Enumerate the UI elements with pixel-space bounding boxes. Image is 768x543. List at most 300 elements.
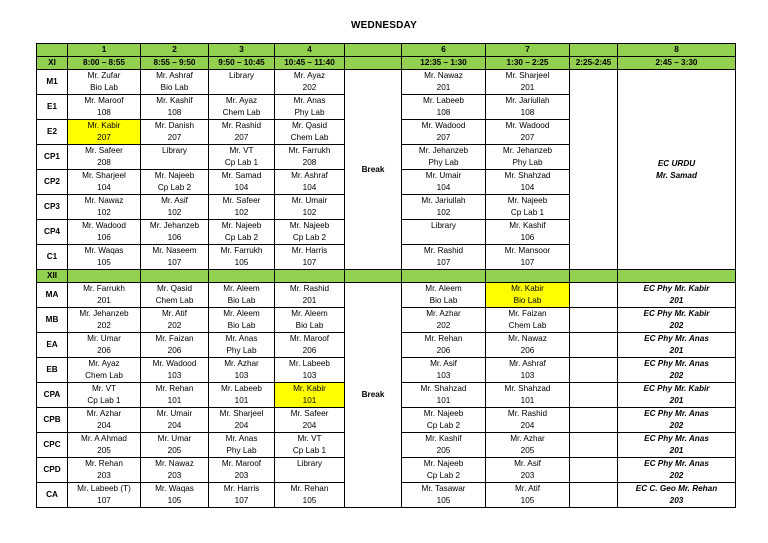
cell-line: Cp Lab 1: [87, 396, 121, 405]
period-cell: [402, 308, 486, 333]
cell-line: Mr. Asif: [161, 196, 188, 205]
cell-line: Mr. Ashraf: [509, 359, 546, 368]
section-fill-cell: [486, 270, 570, 283]
cell-line: Phy Lab: [226, 346, 257, 355]
period-cell: [68, 120, 141, 145]
section-fill-cell: [402, 270, 486, 283]
section-fill-cell: [618, 270, 736, 283]
period-8-cell: [618, 333, 736, 358]
cell-line: 206: [436, 346, 451, 355]
section-fill-cell: [141, 270, 209, 283]
period-number-row: [37, 44, 736, 57]
cell-line: EC Phy Mr. Kabir: [643, 309, 710, 318]
cell-line: Mr. Najeeb: [423, 409, 464, 418]
cell-line: [209, 82, 274, 94]
period-cell: [68, 145, 141, 170]
cell-line: 202: [436, 321, 451, 330]
section-fill-cell: [345, 270, 402, 283]
period-8-cell: [618, 308, 736, 333]
cell-line: Mr. Azhar: [224, 359, 259, 368]
cell-line: Mr. Kashif: [509, 221, 546, 230]
cell-line: 102: [436, 208, 451, 217]
period-cell: [402, 120, 486, 145]
period-cell: [402, 170, 486, 195]
cell-line: 102: [302, 208, 317, 217]
period-cell: [141, 220, 209, 245]
cell-line: Bio Lab: [160, 83, 189, 92]
class-label: M1: [37, 70, 68, 95]
period-cell: [275, 458, 345, 483]
cell-line: Bio Lab: [227, 296, 256, 305]
period-cell: [209, 358, 275, 383]
period-cell: [275, 145, 345, 170]
cell-line: Bio Lab: [429, 296, 458, 305]
cell-line: 102: [167, 208, 182, 217]
section-fill-cell: [275, 270, 345, 283]
cell-line: Mr. Jehanzeb: [79, 309, 129, 318]
cell-line: 106: [167, 233, 182, 242]
cell-line: Mr. Rehan: [290, 484, 329, 493]
period-cell: [68, 333, 141, 358]
cell-line: Mr. Labeeb: [289, 359, 330, 368]
period-cell: [275, 120, 345, 145]
cell-line: 201: [97, 296, 111, 305]
cell-line: 102: [234, 208, 249, 217]
cell-line: Mr. Wadood: [82, 221, 126, 230]
cell-line: 201: [302, 296, 317, 305]
cell-line: 203: [97, 471, 111, 480]
cell-line: 107: [520, 258, 535, 267]
period-cell: [68, 483, 141, 508]
class-label: CPB: [37, 408, 68, 433]
cell-line: Mr. Kabir: [87, 121, 121, 130]
cell-line: 202: [669, 321, 684, 330]
cell-line: Mr. VT: [229, 146, 254, 155]
period-time-cell: 10:45 – 11:40: [275, 57, 345, 70]
cell-line: 104: [520, 183, 535, 192]
period-cell: [402, 458, 486, 483]
cell-line: Mr. Ashraf: [291, 171, 328, 180]
period-cell: [486, 458, 570, 483]
cell-line: 205: [520, 446, 535, 455]
period-cell: [486, 195, 570, 220]
cell-line: 208: [97, 158, 111, 167]
cell-line: Phy Lab: [226, 446, 257, 455]
cell-line: Cp Lab 1: [510, 208, 545, 217]
period-cell: [209, 283, 275, 308]
period-cell: [141, 358, 209, 383]
class-label: EA: [37, 333, 68, 358]
period-cell: [486, 120, 570, 145]
cell-line: Mr. Rashid: [289, 284, 330, 293]
cell-line: 202: [669, 471, 684, 480]
cell-line: 207: [234, 133, 249, 142]
cell-line: Mr. Faizan: [155, 334, 194, 343]
cell-line: 106: [97, 233, 111, 242]
period-8-cell: [618, 383, 736, 408]
cell-line: Mr. Qasid: [291, 121, 328, 130]
cell-line: Mr. VT: [91, 384, 117, 393]
cell-line: 105: [302, 496, 317, 505]
cell-line: 108: [436, 108, 451, 117]
period-cell: [68, 70, 141, 95]
cell-line: Mr. Nawaz: [508, 334, 547, 343]
gap-cell: [570, 433, 618, 458]
period-cell: [209, 120, 275, 145]
period-cell: [141, 333, 209, 358]
table-row: [37, 70, 736, 95]
cell-line: Mr. Safeer: [85, 146, 123, 155]
cell-line: Mr. Rehan: [85, 459, 123, 468]
period-number-cell: 2: [141, 44, 209, 57]
period-cell: [141, 170, 209, 195]
cell-line: Mr. Zufar: [87, 71, 121, 80]
cell-line: EC Phy Mr. Anas: [644, 409, 709, 418]
period-cell: [402, 383, 486, 408]
period-cell: [209, 458, 275, 483]
cell-line: Mr. Ayaz: [225, 96, 258, 105]
cell-line: Mr. Wadood: [421, 121, 466, 130]
cell-line: Mr. Kashif: [425, 434, 462, 443]
cell-line: 206: [302, 346, 317, 355]
cell-line: 105: [436, 496, 451, 505]
cell-line: Phy Lab: [428, 158, 459, 167]
cell-line: Mr. Maroof: [84, 96, 124, 105]
period-cell: [402, 408, 486, 433]
period-cell: [486, 408, 570, 433]
cell-line: Cp Lab 1: [224, 158, 259, 167]
cell-line: Mr. Jariullah: [505, 96, 550, 105]
period-cell: [68, 458, 141, 483]
period-cell: [68, 245, 141, 270]
cell-line: 202: [302, 83, 317, 92]
cell-line: 105: [234, 258, 249, 267]
cell-line: 101: [520, 396, 535, 405]
period-number-cell: 6: [402, 44, 486, 57]
period-cell: [275, 483, 345, 508]
period-cell: [68, 170, 141, 195]
cell-line: Library: [430, 221, 457, 230]
period-number-cell: [570, 44, 618, 57]
cell-line: Mr. Farrukh: [288, 146, 331, 155]
cell-line: Mr. Anas: [225, 334, 258, 343]
period-cell: [68, 308, 141, 333]
period-cell: [141, 95, 209, 120]
cell-line: Mr. Umar: [157, 434, 192, 443]
cell-line: Cp Lab 2: [224, 233, 259, 242]
cell-line: Mr. Kashif: [156, 96, 193, 105]
cell-line: EC Phy Mr. Anas: [644, 359, 709, 368]
period-cell: [486, 170, 570, 195]
period-cell: [209, 408, 275, 433]
period-cell: [209, 145, 275, 170]
cell-line: Mr. Sharjeel: [219, 409, 264, 418]
period-cell: [275, 308, 345, 333]
period-cell: [486, 433, 570, 458]
period-cell: [486, 220, 570, 245]
period-cell: [402, 95, 486, 120]
cell-line: Mr. Atif: [514, 484, 541, 493]
cell-line: 105: [97, 258, 111, 267]
cell-line: 202: [97, 321, 111, 330]
period-cell: [402, 70, 486, 95]
period-cell: [275, 245, 345, 270]
period-number-cell: 3: [209, 44, 275, 57]
period-time-cell: 8:00 – 8:55: [68, 57, 141, 70]
period-cell: [275, 433, 345, 458]
period-cell: [209, 245, 275, 270]
period-cell: [68, 408, 141, 433]
cell-line: Mr. Tasawar: [421, 484, 466, 493]
cell-line: Mr. Jehanzeb: [149, 221, 200, 230]
cell-line: Mr. Anas: [293, 96, 326, 105]
period-cell: [141, 145, 209, 170]
cell-line: Mr. Atif: [161, 309, 188, 318]
section-label-xi: XI: [37, 57, 68, 70]
period-cell: [486, 283, 570, 308]
cell-line: Mr. Azhar: [426, 309, 461, 318]
cell-line: Bio Lab: [295, 321, 324, 330]
cell-line: 204: [302, 421, 317, 430]
period-8-cell: [618, 283, 736, 308]
page-title: WEDNESDAY: [351, 20, 417, 31]
break-cell: Break: [345, 283, 402, 508]
cell-line: Phy Lab: [512, 158, 543, 167]
class-label: MB: [37, 308, 68, 333]
period-number-cell: 1: [68, 44, 141, 57]
period-cell: [141, 283, 209, 308]
period-cell: [275, 195, 345, 220]
cell-line: Mr. Labeeb (T): [77, 484, 131, 493]
cell-line: Mr. Shahzad: [504, 171, 551, 180]
cell-line: Mr. Faizan: [508, 309, 547, 318]
period-8-cell: [618, 70, 736, 270]
period-cell: [141, 383, 209, 408]
period-cell: [275, 358, 345, 383]
table-row: [37, 283, 736, 308]
cell-line: 108: [167, 108, 182, 117]
cell-line: Cp Lab 2: [292, 233, 327, 242]
cell-line: [141, 157, 208, 169]
period-cell: [486, 70, 570, 95]
period-8-cell: [618, 358, 736, 383]
class-label: CA: [37, 483, 68, 508]
period-cell: [141, 483, 209, 508]
period-cell: [141, 120, 209, 145]
period-cell: [275, 95, 345, 120]
cell-line: Mr. Rashid: [507, 409, 548, 418]
cell-line: Mr. Wadood: [505, 121, 550, 130]
period-cell: [209, 333, 275, 358]
cell-line: Mr. Jehanzeb: [418, 146, 469, 155]
cell-line: EC Phy Mr. Anas: [644, 334, 709, 343]
cell-line: 202: [167, 321, 182, 330]
period-cell: [209, 95, 275, 120]
period-cell: [486, 308, 570, 333]
period-cell: [141, 308, 209, 333]
cell-line: EC Phy Mr. Anas: [644, 459, 709, 468]
cell-line: Mr. Aleem: [291, 309, 328, 318]
cell-line: 202: [669, 371, 684, 380]
cell-line: 108: [97, 108, 111, 117]
cell-line: Chem Lab: [508, 321, 547, 330]
period-cell: [141, 458, 209, 483]
cell-line: 101: [167, 396, 182, 405]
cell-line: 203: [520, 471, 535, 480]
section-fill-cell: [570, 270, 618, 283]
period-cell: [209, 170, 275, 195]
period-cell: [402, 220, 486, 245]
cell-line: 104: [234, 183, 249, 192]
period-cell: [68, 195, 141, 220]
period-8-cell: [618, 458, 736, 483]
period-cell: [486, 245, 570, 270]
gap-cell: [570, 358, 618, 383]
cell-line: Phy Lab: [294, 108, 325, 117]
period-cell: [68, 433, 141, 458]
gap-cell: [570, 283, 618, 308]
section-xii-row: [37, 270, 736, 283]
cell-line: Mr. Shahzad: [504, 384, 551, 393]
cell-line: Mr. Ayaz: [88, 359, 120, 368]
cell-line: Mr. Azhar: [510, 434, 545, 443]
cell-line: 203: [234, 471, 249, 480]
period-number-cell: 8: [618, 44, 736, 57]
period-cell: [68, 383, 141, 408]
cell-line: Mr. Umair: [291, 196, 328, 205]
cell-line: Mr. Nawaz: [84, 196, 124, 205]
cell-line: Bio Lab: [513, 296, 542, 305]
timetable: [36, 43, 736, 508]
period-cell: [141, 70, 209, 95]
section-xi-time-row: [37, 57, 736, 70]
period-cell: [209, 70, 275, 95]
class-label: CPA: [37, 383, 68, 408]
period-cell: [275, 333, 345, 358]
period-cell: [402, 145, 486, 170]
period-cell: [209, 433, 275, 458]
cell-line: Mr. Maroof: [289, 334, 330, 343]
cell-line: 203: [167, 471, 182, 480]
cell-line: 208: [302, 158, 317, 167]
cell-line: Bio Lab: [90, 83, 118, 92]
gap-cell: [570, 458, 618, 483]
cell-line: Mr. Umair: [425, 171, 462, 180]
cell-line: 206: [520, 346, 535, 355]
cell-line: Mr. Samad: [656, 170, 697, 180]
cell-line: EC URDU: [657, 158, 696, 168]
period-time-cell: 12:35 – 1:30: [402, 57, 486, 70]
cell-line: 202: [669, 421, 684, 430]
cell-line: 204: [97, 421, 111, 430]
cell-line: 101: [302, 396, 317, 405]
period-cell: [275, 170, 345, 195]
period-cell: [275, 220, 345, 245]
period-time-cell: 2:45 – 3:30: [618, 57, 736, 70]
gap-cell: [570, 408, 618, 433]
cell-line: Mr. Labeeb: [221, 384, 262, 393]
cell-line: Mr. Naseem: [152, 246, 197, 255]
cell-line: 201: [669, 396, 684, 405]
period-time-cell: 9:50 – 10:45: [209, 57, 275, 70]
cell-line: Library: [228, 71, 255, 80]
cell-line: 103: [302, 371, 317, 380]
cell-line: Mr. Samad: [221, 171, 262, 180]
period-cell: [141, 195, 209, 220]
cell-line: [275, 470, 344, 482]
cell-line: Mr. Rashid: [423, 246, 464, 255]
section-fill-cell: [209, 270, 275, 283]
class-label: MA: [37, 283, 68, 308]
cell-line: Mr. Farrukh: [220, 246, 263, 255]
cell-line: 103: [520, 371, 535, 380]
cell-line: Mr. Asif: [514, 459, 541, 468]
period-cell: [209, 220, 275, 245]
cell-line: 103: [436, 371, 451, 380]
cell-line: 105: [167, 496, 182, 505]
cell-line: Mr. A Ahmad: [81, 434, 127, 443]
cell-line: EC C. Geo Mr. Rehan: [635, 484, 718, 493]
period-time-cell: 2:25-2:45: [570, 57, 618, 70]
cell-line: 103: [167, 371, 182, 380]
period-cell: [209, 383, 275, 408]
period-cell: [68, 220, 141, 245]
class-label: CP4: [37, 220, 68, 245]
cell-line: Mr. Nawaz: [155, 459, 194, 468]
cell-line: 207: [97, 133, 111, 142]
cell-line: Mr. Umar: [87, 334, 121, 343]
cell-line: 204: [520, 421, 535, 430]
period-number-cell: 4: [275, 44, 345, 57]
period-cell: [209, 483, 275, 508]
cell-line: Mr. Rashid: [221, 121, 262, 130]
cell-line: Mr. Nawaz: [424, 71, 463, 80]
class-label: E1: [37, 95, 68, 120]
period-8-cell: [618, 433, 736, 458]
gap-cell: [570, 70, 618, 270]
period-cell: [402, 433, 486, 458]
cell-line: Mr. Rehan: [424, 334, 463, 343]
cell-line: 205: [97, 446, 111, 455]
class-label: EB: [37, 358, 68, 383]
cell-line: 103: [234, 371, 249, 380]
cell-line: Mr. Rehan: [155, 384, 194, 393]
cell-line: 201: [669, 296, 684, 305]
cell-line: Mr. Jariullah: [421, 196, 466, 205]
section-label-xii: XII: [37, 270, 68, 283]
class-label: C1: [37, 245, 68, 270]
cell-line: Mr. Anas: [225, 434, 258, 443]
cell-line: [402, 232, 485, 244]
cell-line: EC Phy Mr. Kabir: [643, 384, 710, 393]
cell-line: 206: [97, 346, 111, 355]
period-cell: [141, 433, 209, 458]
cell-line: Mr. Wadood: [152, 359, 197, 368]
cell-line: Mr. Farrukh: [83, 284, 125, 293]
gap-cell: [570, 383, 618, 408]
section-fill-cell: [68, 270, 141, 283]
cell-line: 207: [520, 133, 535, 142]
cell-line: EC Phy Mr. Anas: [644, 434, 709, 443]
gap-cell: [570, 483, 618, 508]
cell-line: Mr. Najeeb: [507, 196, 548, 205]
period-cell: [402, 195, 486, 220]
cell-line: Mr. Najeeb: [221, 221, 262, 230]
break-cell: Break: [345, 70, 402, 270]
period-cell: [402, 333, 486, 358]
cell-line: 207: [436, 133, 451, 142]
cell-line: Mr. Najeeb: [423, 459, 464, 468]
